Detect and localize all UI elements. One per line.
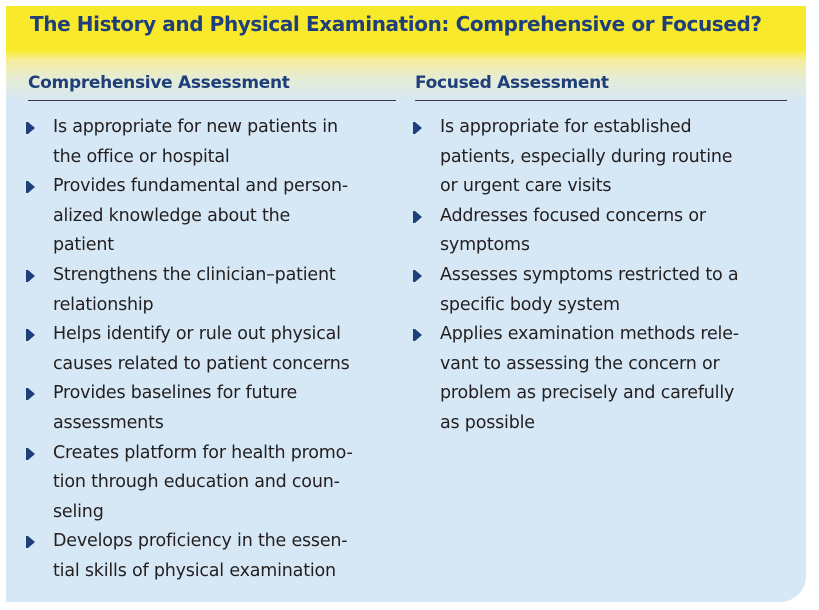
bullet-icon bbox=[415, 122, 422, 134]
bullet-icon bbox=[415, 211, 422, 223]
list-item bbox=[415, 113, 787, 202]
page-title: The History and Physical Examination: Comprehensive or Focused? bbox=[30, 12, 762, 36]
list-item-line: or urgent care visits bbox=[440, 176, 612, 197]
list-item-line: causes related to patient concerns bbox=[53, 353, 350, 374]
list-item-line: Helps identify or rule out physical bbox=[53, 324, 341, 345]
bullet-icon bbox=[28, 536, 35, 548]
list-item-line: vant to assessing the concern or bbox=[440, 353, 720, 374]
column-heading-focused: Focused Assessment bbox=[415, 70, 787, 101]
list-item bbox=[415, 202, 787, 261]
list-item-line: Addresses focused concerns or bbox=[440, 205, 706, 226]
list-item-line: Provides fundamental and person- bbox=[53, 176, 349, 197]
list-item-line: Provides baselines for future bbox=[53, 383, 298, 404]
list-item bbox=[28, 113, 400, 172]
bullet-icon bbox=[28, 388, 35, 400]
list-item-line: Assesses symptoms restricted to a bbox=[440, 264, 739, 285]
bullet-icon bbox=[28, 181, 35, 193]
bullet-icon bbox=[415, 270, 422, 282]
list-item-line: tion through education and coun- bbox=[53, 472, 340, 493]
list-item-line: symptoms bbox=[440, 235, 530, 256]
list-item-line: Applies examination methods rele- bbox=[440, 324, 739, 345]
list-item-line: patients, especially during routine bbox=[440, 146, 733, 167]
focused-list bbox=[415, 113, 787, 439]
title-bar bbox=[6, 6, 806, 50]
comparison-card bbox=[6, 6, 806, 602]
list-item bbox=[28, 527, 400, 586]
list-item bbox=[28, 379, 400, 438]
list-item bbox=[28, 439, 400, 528]
list-item-line: seling bbox=[53, 501, 104, 522]
list-item-line: Strengthens the clinician–patient bbox=[53, 264, 336, 285]
bullet-icon bbox=[28, 270, 35, 282]
list-item bbox=[415, 320, 787, 438]
bullet-icon bbox=[28, 122, 35, 134]
list-item-line: as possible bbox=[440, 412, 535, 433]
list-item bbox=[28, 261, 400, 320]
list-item-line: Is appropriate for established bbox=[440, 117, 692, 137]
bullet-icon bbox=[28, 448, 35, 460]
list-item-line: relationship bbox=[53, 294, 154, 315]
bullet-icon bbox=[415, 329, 422, 341]
list-item-line: Develops proficiency in the essen- bbox=[53, 531, 348, 552]
list-item-line: tial skills of physical examination bbox=[53, 560, 336, 581]
list-item bbox=[28, 320, 400, 379]
comprehensive-column bbox=[28, 70, 400, 587]
list-item bbox=[415, 261, 787, 320]
list-item-line: the office or hospital bbox=[53, 146, 230, 167]
list-item-line: assessments bbox=[53, 412, 164, 433]
list-item-line: alized knowledge about the bbox=[53, 205, 291, 226]
list-item bbox=[28, 172, 400, 261]
focused-column bbox=[415, 70, 787, 439]
bullet-icon bbox=[28, 329, 35, 341]
list-item-line: Is appropriate for new patients in bbox=[53, 117, 338, 137]
list-item-line: specific body system bbox=[440, 294, 620, 315]
list-item-line: patient bbox=[53, 235, 114, 256]
list-item-line: Creates platform for health promo- bbox=[53, 442, 353, 463]
list-item-line: problem as precisely and carefully bbox=[440, 383, 735, 404]
column-heading-comprehensive: Comprehensive Assessment bbox=[28, 70, 396, 101]
comprehensive-list bbox=[28, 113, 400, 587]
